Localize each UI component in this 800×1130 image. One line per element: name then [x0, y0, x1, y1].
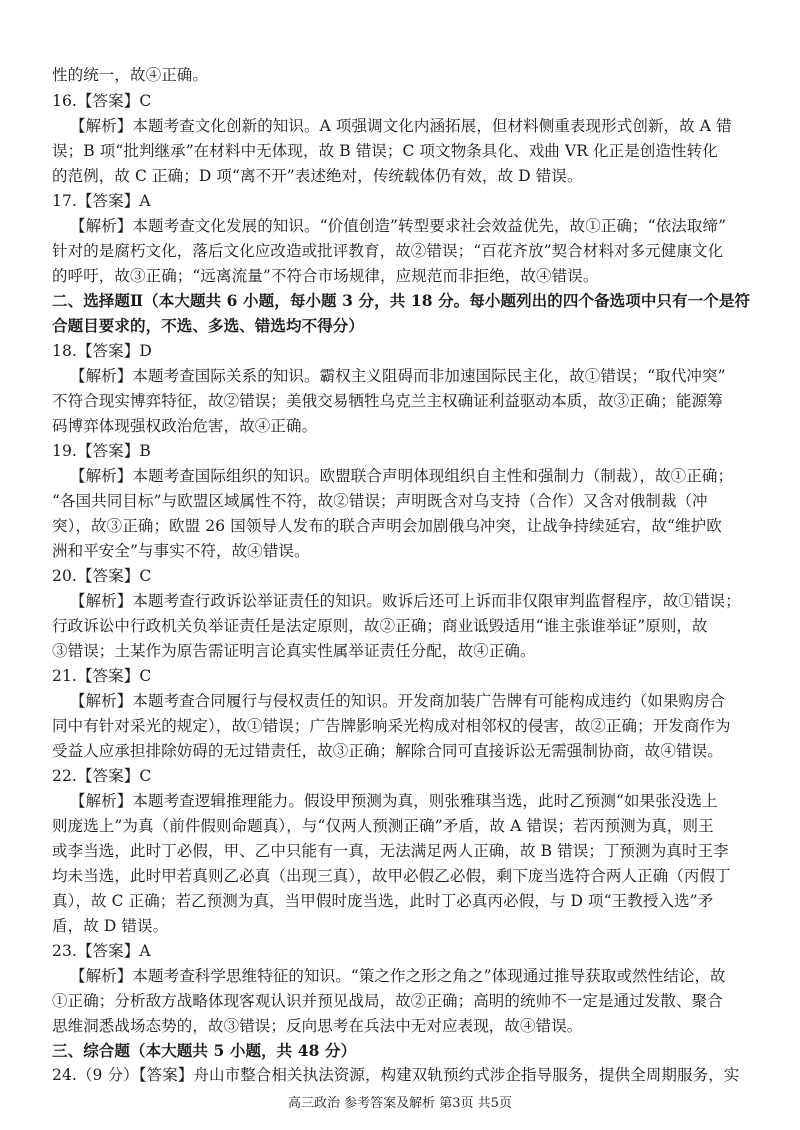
text-line: 【解析】本题考查逻辑推理能力。假设甲预测为真，则张雅琪当选，此时乙预测“如果张没选上 [70, 792, 718, 810]
text-line: 24.（9 分）【答案】舟山市整合相关执法资源，构建双轨预约式涉企指导服务，提供全周期服务，实 [52, 1066, 740, 1084]
text-line: 思维洞悉战场态势的，故③错误；反向思考在兵法中无对应表现，故④错误。 [52, 1017, 583, 1035]
text-line: 【解析】本题考查文化发展的知识。“价值创造”转型要求社会效益优先，故①正确；“依法取缔” [70, 217, 727, 235]
text-line: 的呼吁，故③正确；“远离流量”不符合市场规律，应规范而非拒绝，故④错误。 [52, 267, 599, 285]
page-footer: 高三政治 参考答案及解析 第3页 共5页 [288, 1096, 512, 1111]
text-line: 码博弈体现强权政治危害，故④正确。 [52, 417, 318, 435]
text-line: 盾，故 D 错误。 [52, 917, 169, 935]
answer-heading: 22.【答案】C [52, 767, 152, 785]
text-line: 突），故③正确；欧盟 26 国领导人发布的联合声明会加剧俄乌冲突，让战争持续延宕，故“维护欧 [52, 517, 722, 535]
text-line: 性的统一，故④正确。 [52, 66, 209, 84]
text-line: 洲和平安全”与事实不符，故④错误。 [52, 542, 310, 560]
section-heading: 合题目要求的，不选、多选、错选均不得分） [52, 316, 365, 335]
text-line: 【解析】本题考查行政诉讼举证责任的知识。败诉后还可上诉而非仅限审判监督程序，故①错误； [70, 592, 741, 610]
answer-heading: 20.【答案】C [52, 567, 152, 585]
text-line: 受益人应承担排除妨碍的无过错责任，故③正确；解除合同可直接诉讼无需强制协商，故④错误。 [52, 742, 723, 760]
text-line: “各国共同目标”与欧盟区域属性不符，故②错误；声明既含对乌支持（合作）又含对俄制裁（冲 [52, 492, 708, 510]
text-line: 均未当选，此时甲若真则乙必真（出现三真），故甲必假乙必假，剩下庞当选符合两人正确（丙假丁 [52, 867, 731, 885]
text-line: 【解析】本题考查合同履行与侵权责任的知识。开发商加装广告牌有可能构成违约（如果购房合 [70, 692, 726, 710]
text-line: 行政诉讼中行政机关负举证责任是法定原则，故②正确；商业诋毁适用“谁主张谁举证”原则，故 [52, 617, 708, 635]
text-line: ①正确；分析敌方战略体现客观认识并预见战局，故②正确；高明的统帅不一定是通过发散、聚合 [52, 992, 723, 1010]
text-line: 不符合现实博弈特征，故②错误；美俄交易牺牲乌克兰主权确证利益驱动本质，故③正确；能源筹 [52, 392, 723, 410]
text-line: 或李当选，此时丁必假，甲、乙中只能有一真，无法满足两人正确，故 B 错误；丁预测为真时王李 [52, 842, 729, 860]
text-line: 【解析】本题考查文化创新的知识。A 项强调文化内涵拓展，但材料侧重表现形式创新，故 A 错 [70, 117, 732, 135]
text-line: 【解析】本题考查国际组织的知识。欧盟联合声明体现组织自主性和强制力（制裁），故①正确； [70, 467, 734, 485]
text-line: ③错误；土某作为原告需证明言论真实性属举证责任分配，故④正确。 [52, 642, 536, 660]
answer-heading: 18.【答案】D [52, 342, 152, 360]
section-heading: 二、选择题Ⅱ（本大题共 6 小题，每小题 3 分，共 18 分。每小题列出的四个备选项中只有一个是符 [52, 291, 751, 310]
answer-heading: 23.【答案】A [52, 942, 151, 960]
text-line: 【解析】本题考查科学思维特征的知识。“策之作之形之角之”体现通过推导获取或然性结论，故 [70, 967, 726, 985]
answer-heading: 16.【答案】C [52, 92, 152, 110]
text-line: 【解析】本题考查国际关系的知识。霸权主义阻碍而非加速国际民主化，故①错误；“取代冲突” [70, 367, 726, 385]
text-line: 真），故 C 正确；若乙预测为真，当甲假时庞当选，此时丁必真丙必假，与 D 项“王教授入选”矛 [52, 892, 714, 910]
text-line: 针对的是腐朽文化，落后文化应改造或批评教育，故②错误；“百花齐放”契合材料对多元健康文化 [52, 242, 724, 260]
section-heading: 三、综合题（本大题共 5 小题，共 48 分） [52, 1041, 357, 1060]
text-line: 同中有针对采光的规定），故①错误；广告牌影响采光构成对相邻权的侵害，故②正确；开发商作为 [52, 717, 731, 735]
text-line: 则庞选上”为真（前件假则命题真），与“仅两人预测正确”矛盾，故 A 错误；若丙预测为真，则王 [52, 817, 714, 835]
answer-heading: 17.【答案】A [52, 192, 151, 210]
answer-heading: 19.【答案】B [52, 442, 151, 460]
text-line: 误；B 项“批判继承”在材料中无体现，故 B 错误；C 项文物条具化、戏曲 VR 化正是创造性转化 [52, 142, 718, 160]
answer-heading: 21.【答案】C [52, 667, 152, 685]
text-line: 的范例，故 C 正确；D 项“离不开”表述绝对，传统载体仍有效，故 D 错误。 [52, 167, 583, 185]
